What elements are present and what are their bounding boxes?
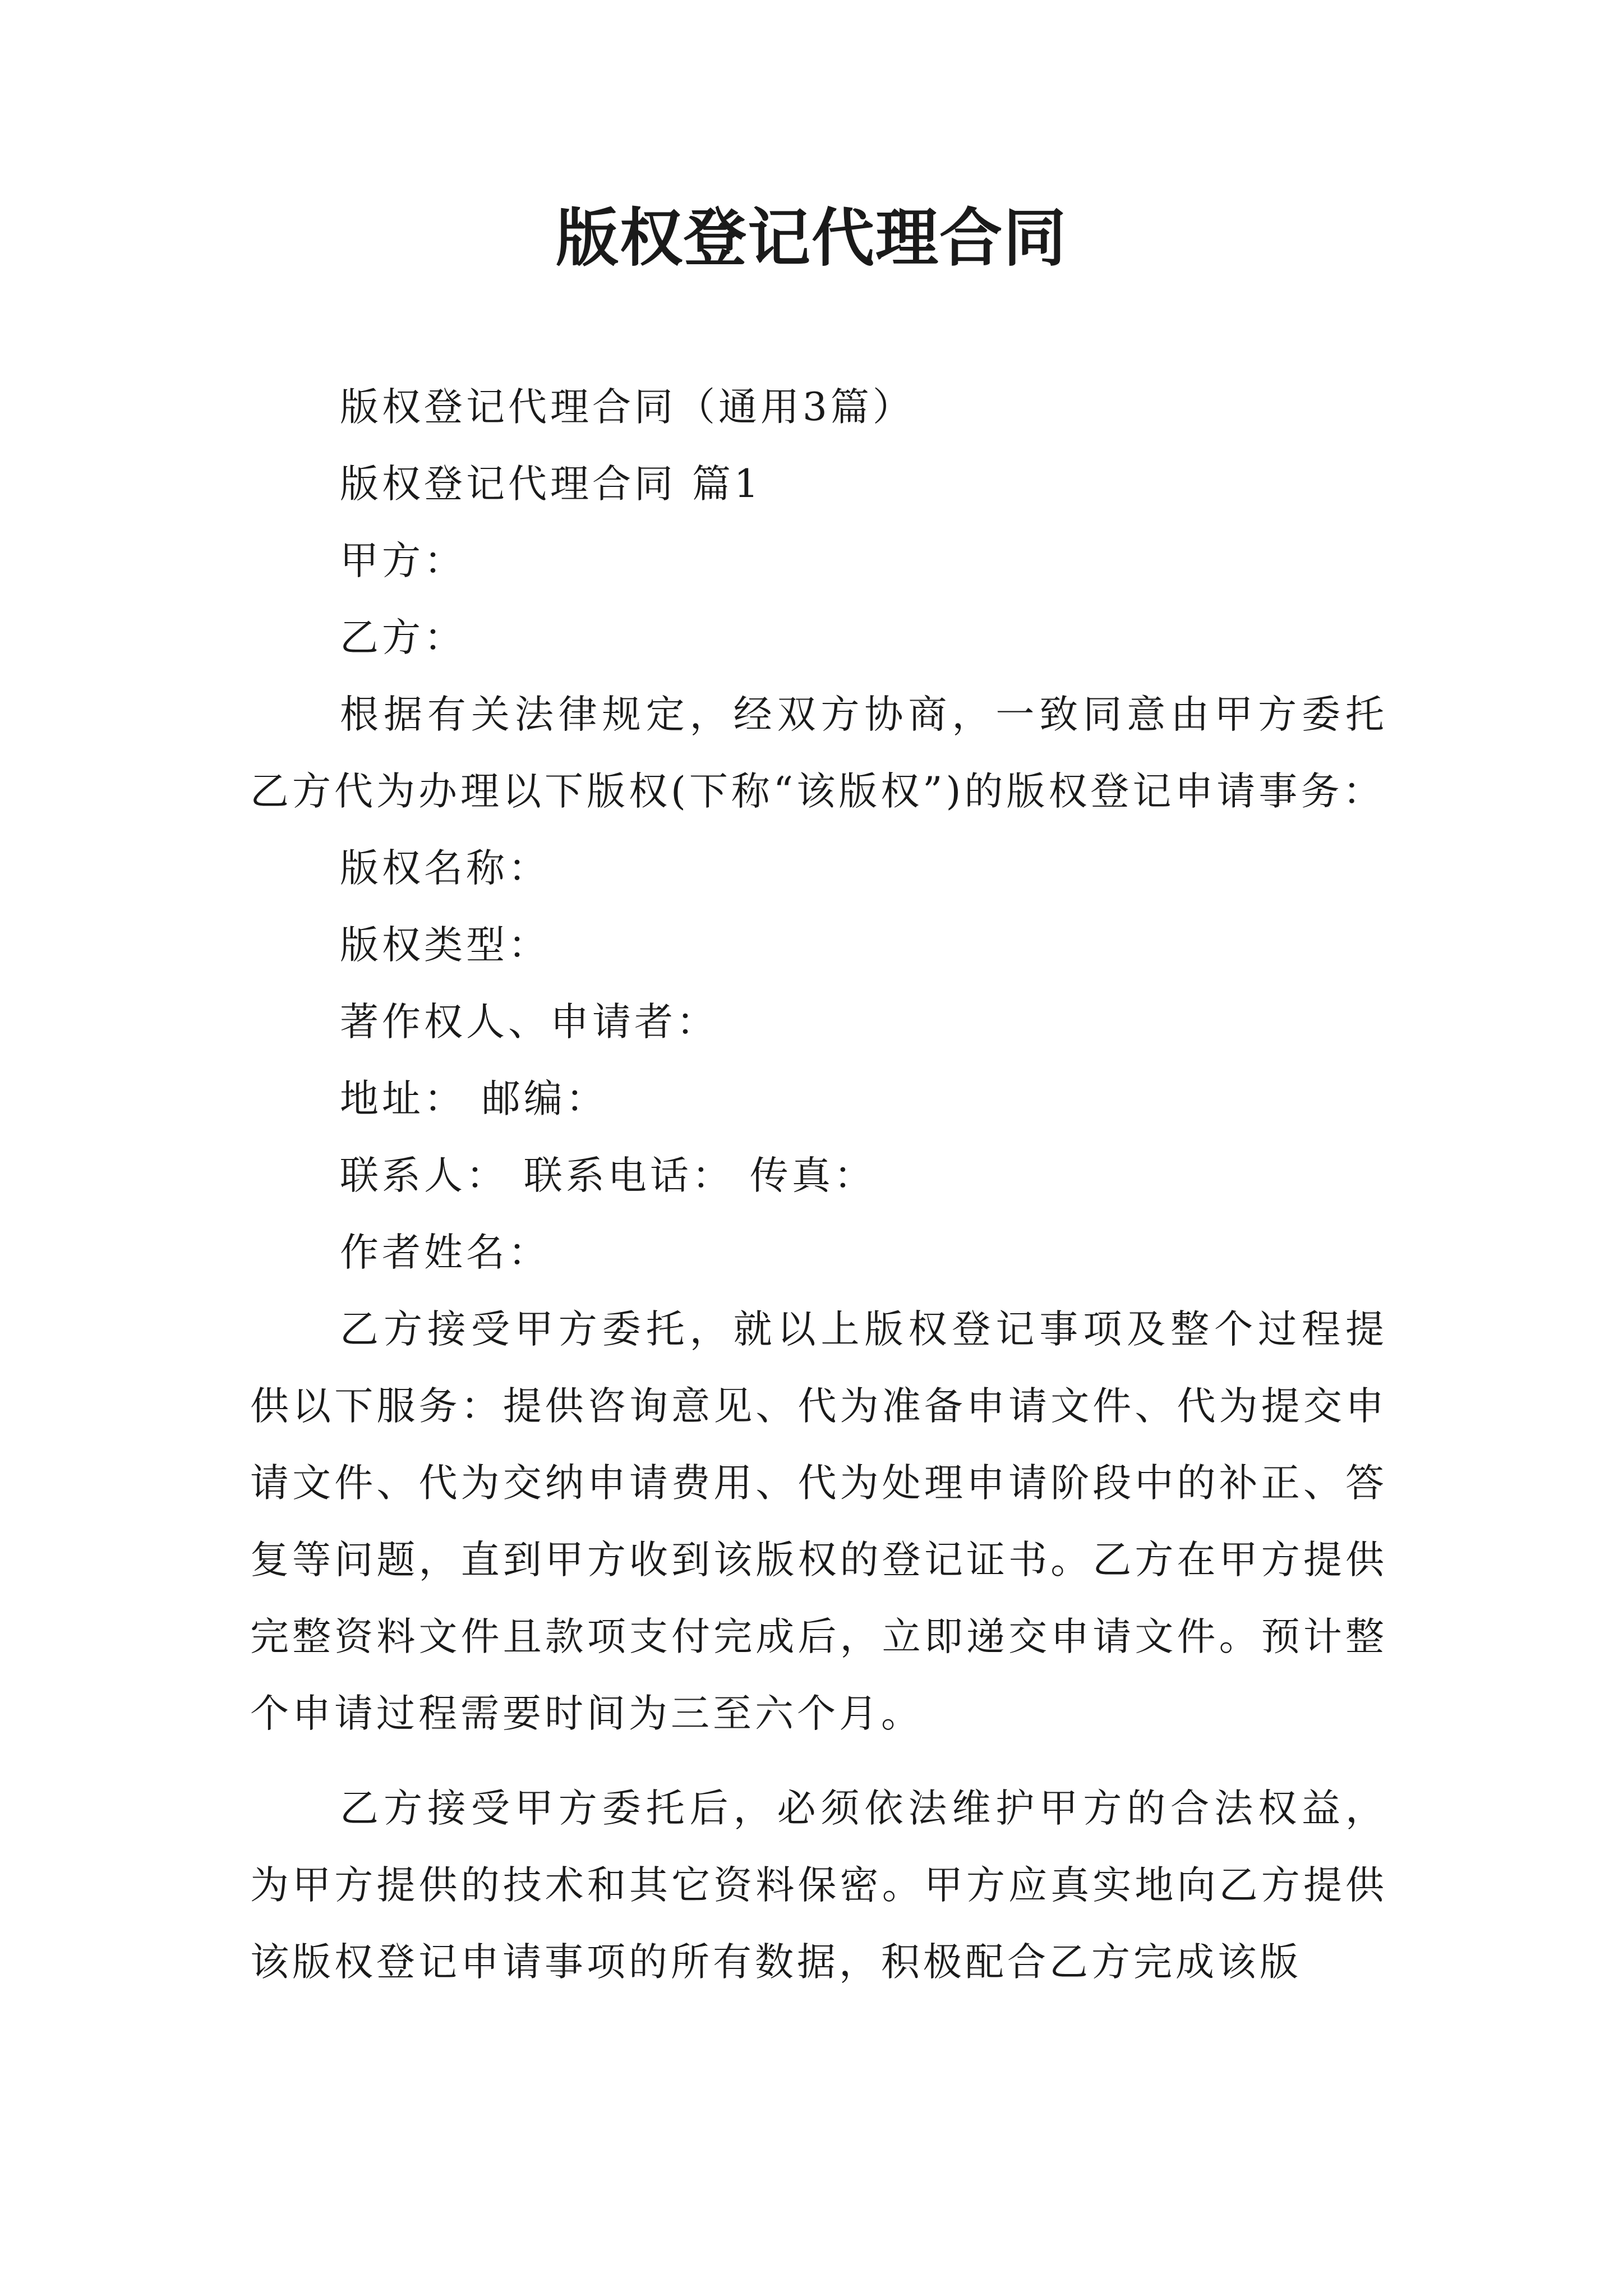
intro-paragraph: 根据有关法律规定，经双方协商，一致同意由甲方委托乙方代为办理以下版权(下称“该版权”)的版权登记申请事务：	[250, 692, 1387, 814]
copyright-owner-line: 著作权人、申请者：	[340, 1000, 718, 1045]
copyright-type-line: 版权类型：	[340, 923, 550, 968]
services-paragraph: 乙方接受甲方委托，就以上版权登记事项及整个过程提供以下服务：提供咨询意见、代为准备申请文件、代为提交申请文件、代为交纳申请费用、代为处理申请阶段中的补正、答复等问题，直到甲方收到该版权的登记证书。乙方在甲方提供完整资料文件且款项支付完成后，立即递交申请文件。预计整个申请过程需要时间为三至六个月。	[250, 1307, 1387, 1736]
section-heading: 版权登记代理合同 篇1	[340, 462, 762, 507]
copyright-name-line: 版权名称：	[340, 846, 550, 891]
document-title: 版权登记代理合同	[556, 201, 1067, 275]
obligations-paragraph: 乙方接受甲方委托后，必须依法维护甲方的合法权益，为甲方提供的技术和其它资料保密。甲方应真实地向乙方提供该版权登记申请事项的所有数据，积极配合乙方完成该版	[250, 1786, 1387, 1985]
subtitle-paragraph: 版权登记代理合同（通用3篇）	[340, 385, 915, 430]
party-a-line: 甲方：	[340, 539, 466, 583]
party-b-line: 乙方：	[340, 615, 466, 660]
author-name-line: 作者姓名：	[340, 1230, 550, 1275]
address-line: 地址： 邮编：	[340, 1076, 608, 1121]
document-body	[250, 369, 1387, 2001]
contact-line: 联系人： 联系电话： 传真：	[340, 1153, 876, 1198]
